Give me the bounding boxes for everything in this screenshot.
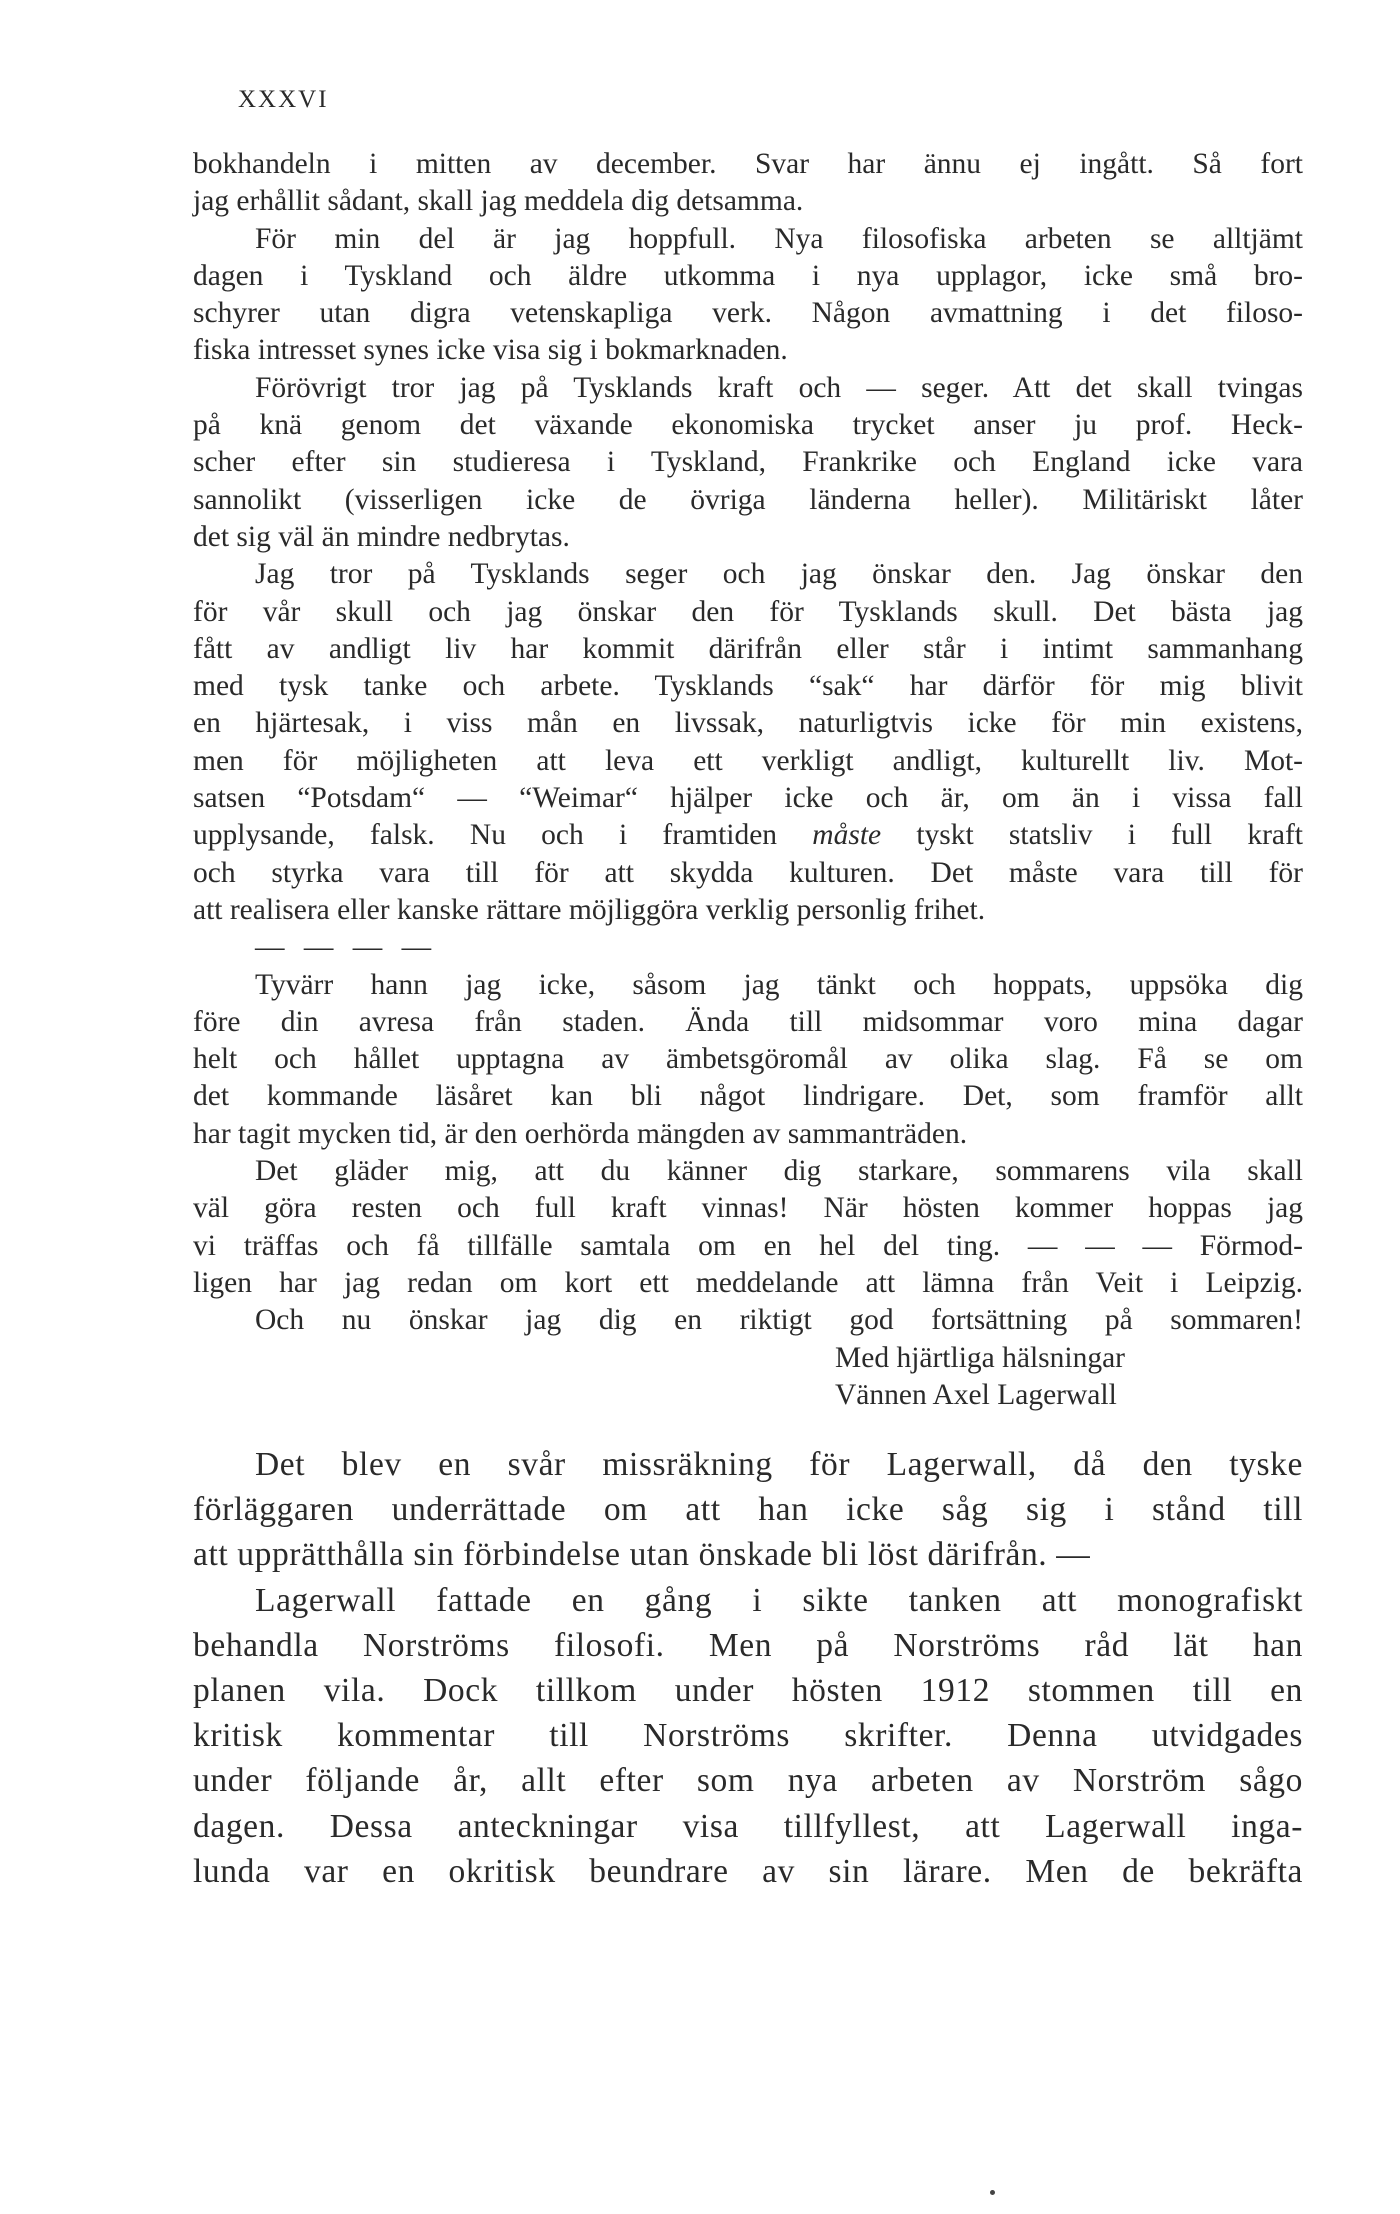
text-line xyxy=(193,817,1303,854)
text-line: det kommande läsåret kan bli något lindrigare. Det, som framför allt xyxy=(193,1080,1303,1113)
text-line: Tyvärr hann jag icke, såsom jag tänkt och hoppats, uppsöka dig xyxy=(255,968,1303,1001)
print-speck xyxy=(990,2190,995,2195)
text-line: vi träffas och få tillfälle samtala om en hel del ting. — — — Förmod- xyxy=(193,1229,1303,1262)
text-line: med tysk tanke och arbete. Tysklands “sak“ har därför för mig blivit xyxy=(193,670,1303,703)
text-line: helt och hållet upptagna av ämbetsgöromål av olika slag. Få se om xyxy=(193,1043,1303,1076)
text-line: Och nu önskar jag dig en riktigt god fortsättning på sommaren! xyxy=(255,1304,1303,1337)
text-line: fiska intresset synes icke visa sig i bokmarknaden. xyxy=(193,334,788,367)
text-line: under följande år, allt efter som nya arbeten av Norström sågo xyxy=(193,1762,1303,1800)
text-line: och styrka vara till för att skydda kulturen. Det måste vara till för xyxy=(193,856,1303,889)
text-line: Förövrigt tror jag på Tysklands kraft och — seger. Att det skall tvingas xyxy=(255,371,1303,404)
text-line: schyrer utan digra vetenskapliga verk. Någon avmattning i det filoso- xyxy=(193,297,1303,330)
text-line: lunda var en okritisk beundrare av sin lärare. Men de bekräfta xyxy=(193,1852,1303,1890)
text-line: Jag tror på Tysklands seger och jag önskar den. Jag önskar den xyxy=(255,558,1303,591)
text-line: Det gläder mig, att du känner dig starkare, sommarens vila skall xyxy=(255,1155,1303,1188)
text-line: på knä genom det växande ekonomiska trycket anser ju prof. Heck- xyxy=(193,409,1303,442)
text-segment: tyskt statsliv i full kraft xyxy=(916,819,1304,852)
text-line: behandla Norströms filosofi. Men på Norströms råd lät han xyxy=(193,1626,1303,1664)
text-line: men för möjligheten att leva ett verkligt andligt, kulturellt liv. Mot- xyxy=(193,744,1303,777)
text-line: fått av andligt liv har kommit därifrån eller står i intimt sammanhang xyxy=(193,632,1303,665)
text-line: kritisk kommentar till Norströms skrifter. Denna utvidgades xyxy=(193,1717,1303,1755)
text-line: planen vila. Dock tillkom under hösten 1912 stommen till en xyxy=(193,1671,1303,1709)
text-line: det sig väl än mindre nedbrytas. xyxy=(193,520,570,553)
text-segment: upplysande, falsk. Nu och i framtiden xyxy=(193,819,778,852)
text-line: förläggaren underrättade om att han icke såg sig i stånd till xyxy=(193,1491,1303,1529)
text-line: Det blev en svår missräkning för Lagerwall, då den tyske xyxy=(255,1446,1303,1483)
commentary-text xyxy=(193,1442,1303,1894)
section-divider: — — — — xyxy=(255,931,438,964)
text-line: har tagit mycken tid, är den oerhörda mängden av sammanträden. xyxy=(193,1117,968,1150)
signature-greeting: Med hjärtliga hälsningar xyxy=(835,1341,1126,1374)
text-line: dagen i Tyskland och äldre utkomma i nya upplagor, icke små bro- xyxy=(193,259,1303,292)
text-line: en hjärtesak, i viss mån en livssak, naturligtvis icke för min existens, xyxy=(193,707,1303,740)
emphasized-word: måste xyxy=(812,819,882,852)
signature-name: Vännen Axel Lagerwall xyxy=(835,1378,1117,1411)
text-line: scher efter sin studieresa i Tyskland, Frankrike och England icke vara xyxy=(193,446,1303,479)
letter-text xyxy=(193,146,1303,1414)
page-number: XXXVI xyxy=(238,86,329,113)
text-line: Lagerwall fattade en gång i sikte tanken att monografiskt xyxy=(255,1581,1303,1619)
text-line: dagen. Dessa anteckningar visa tillfyllest, att Lagerwall inga- xyxy=(193,1807,1303,1845)
text-line: att upprätthålla sin förbindelse utan önskade bli löst därifrån. — xyxy=(193,1536,1091,1574)
text-line: satsen “Potsdam“ — “Weimar“ hjälper icke och är, om än i vissa fall xyxy=(193,782,1303,815)
text-line: ligen har jag redan om kort ett meddelande att lämna från Veit i Leipzig. xyxy=(193,1266,1303,1299)
text-line: väl göra resten och full kraft vinnas! När hösten kommer hoppas jag xyxy=(193,1192,1303,1225)
text-line: för vår skull och jag önskar den för Tysklands skull. Det bästa jag xyxy=(193,595,1303,628)
text-line: För min del är jag hoppfull. Nya filosofiska arbeten se alltjämt xyxy=(255,222,1303,255)
text-line: sannolikt (visserligen icke de övriga länderna heller). Militäriskt låter xyxy=(193,483,1303,516)
text-line: jag erhållit sådant, skall jag meddela dig detsamma. xyxy=(193,185,804,218)
text-line: att realisera eller kanske rättare möjliggöra verklig personlig frihet. xyxy=(193,893,986,926)
text-line: bokhandeln i mitten av december. Svar har ännu ej ingått. Så fort xyxy=(193,148,1303,180)
text-line: före din avresa från staden. Ända till midsommar voro mina dagar xyxy=(193,1005,1303,1038)
